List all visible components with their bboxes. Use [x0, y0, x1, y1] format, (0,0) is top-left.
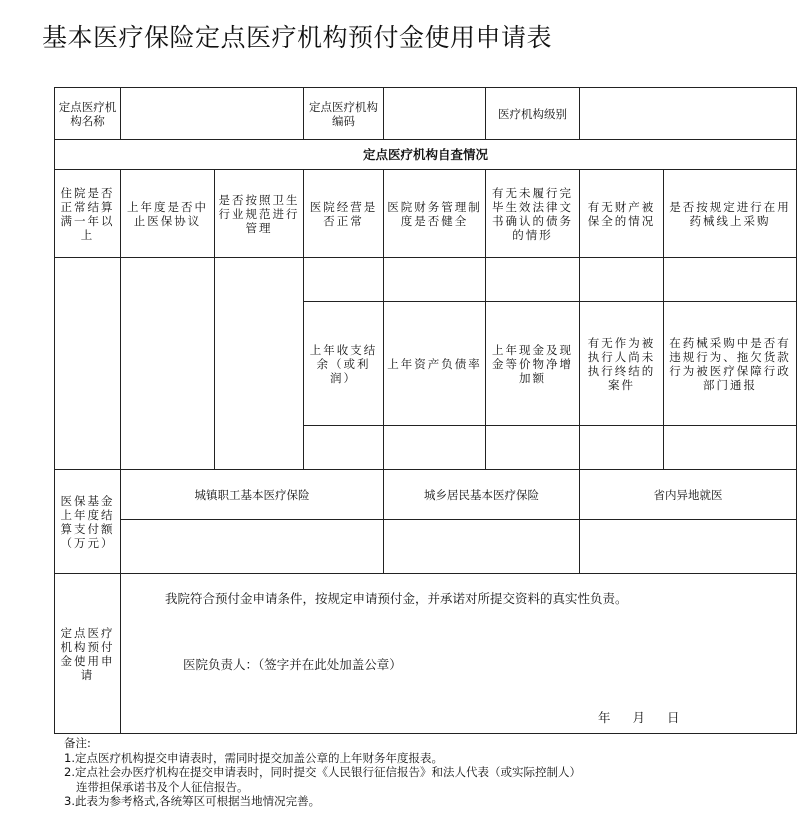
answer-cell-2[interactable] — [121, 258, 215, 470]
check-header-6: 有无未履行完毕生效法律文书确认的债务的情形 — [486, 170, 580, 258]
check-header-4: 医院经营是否正常 — [304, 170, 384, 258]
answer-cell-13[interactable] — [664, 426, 797, 470]
check-header-3: 是否按照卫生行业规范进行管理 — [215, 170, 304, 258]
note-item-2: 2.定点社会办医疗机构在提交申请表时，同时提交《人民银行征信报告》和法人代表（或实际控制人） — [64, 765, 581, 779]
answer-cell-6[interactable] — [486, 258, 580, 302]
institution-code-field[interactable] — [384, 88, 486, 140]
answer-cell-8[interactable] — [664, 258, 797, 302]
answer-cell-11[interactable] — [486, 426, 580, 470]
note-item-1: 1.定点医疗机构提交申请表时，需同时提交加盖公章的上年财务年度报表。 — [64, 750, 443, 765]
check-header-10: 上年资产负债率 — [384, 302, 486, 426]
form-title: 基本医疗保险定点医疗机构预付金使用申请表 — [42, 23, 553, 52]
institution-code-label: 定点医疗机构编码 — [304, 88, 384, 140]
answer-cell-5[interactable] — [384, 258, 486, 302]
answer-cell-4[interactable] — [304, 258, 384, 302]
pledge-statement: 我院符合预付金申请条件，按规定申请预付金，并承诺对所提交资料的真实性负责。 — [165, 591, 628, 606]
application-form — [54, 87, 797, 734]
date-line: 年 月 日 — [598, 710, 680, 725]
application-label: 定点医疗机构预付金使用申请 — [55, 574, 121, 734]
notes-heading: 备注: — [64, 736, 91, 750]
fund-col-employee: 城镇职工基本医疗保险 — [121, 470, 384, 520]
fund-value-remote[interactable] — [580, 520, 797, 574]
institution-level-field[interactable] — [580, 88, 797, 140]
check-header-1: 住院是否正常结算满一年以上 — [55, 170, 121, 258]
answer-cell-7[interactable] — [580, 258, 664, 302]
institution-name-field[interactable] — [121, 88, 304, 140]
check-header-8: 是否按规定进行在用药械线上采购 — [664, 170, 797, 258]
self-check-heading: 定点医疗机构自查情况 — [55, 140, 797, 170]
check-header-13: 在药械采购中是否有违规行为、拖欠货款行为被医疗保障行政部门通报 — [664, 302, 797, 426]
check-header-11: 上年现金及现金等价物净增加额 — [486, 302, 580, 426]
fund-col-remote: 省内异地就医 — [580, 470, 797, 520]
answer-cell-12[interactable] — [580, 426, 664, 470]
check-header-9: 上年收支结余（或利润） — [304, 302, 384, 426]
fund-section-label: 医保基金上年度结算支付额（万元） — [55, 470, 121, 574]
check-header-5: 医院财务管理制度是否健全 — [384, 170, 486, 258]
note-item-2-cont: 连带担保承诺书及个人征信报告。 — [76, 779, 249, 794]
answer-cell-3[interactable] — [215, 258, 304, 470]
signer-line: 医院负责人：（签字并在此处加盖公章） — [183, 657, 402, 672]
notes-section — [64, 736, 784, 809]
fund-col-resident: 城乡居民基本医疗保险 — [384, 470, 580, 520]
answer-cell-1[interactable] — [55, 258, 121, 470]
institution-name-label: 定点医疗机构名称 — [55, 88, 121, 140]
fund-value-resident[interactable] — [384, 520, 580, 574]
answer-cell-9[interactable] — [304, 426, 384, 470]
note-item-3: 3.此表为参考格式,各统筹区可根据当地情况完善。 — [64, 794, 321, 808]
institution-level-label: 医疗机构级别 — [486, 88, 580, 140]
answer-cell-10[interactable] — [384, 426, 486, 470]
check-header-2: 上年度是否中止医保协议 — [121, 170, 215, 258]
check-header-12: 有无作为被执行人尚未执行终结的案件 — [580, 302, 664, 426]
fund-value-employee[interactable] — [121, 520, 384, 574]
application-content[interactable] — [121, 574, 797, 734]
check-header-7: 有无财产被保全的情况 — [580, 170, 664, 258]
